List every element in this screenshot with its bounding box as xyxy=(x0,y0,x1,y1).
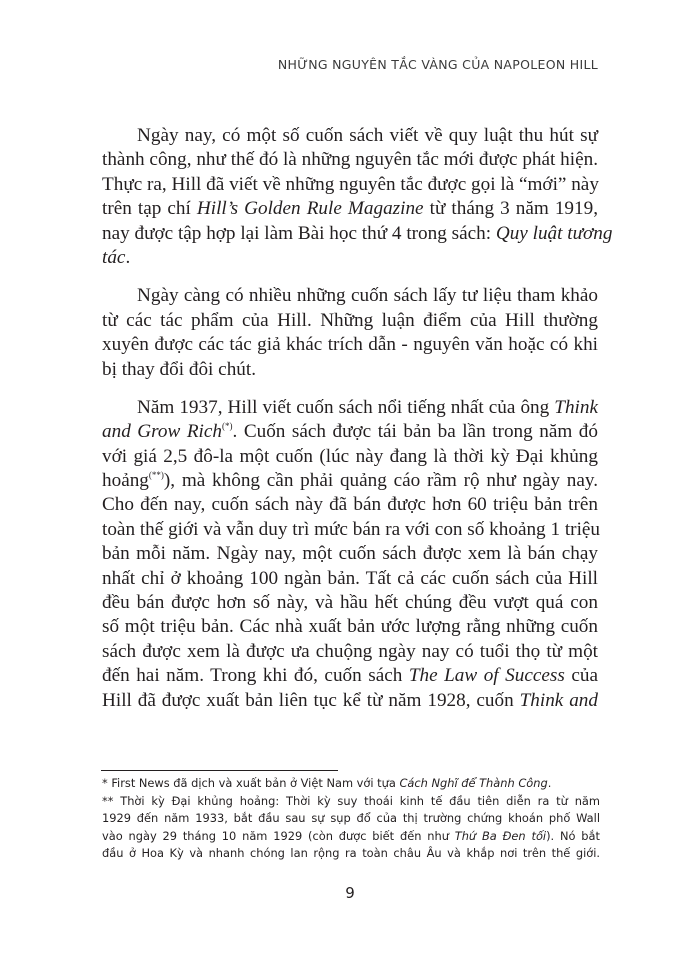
text-line xyxy=(102,222,613,246)
text-run: nay được tập hợp lại làm Bài học thứ 4 trong sách: xyxy=(102,222,496,244)
text-line: Thực ra, Hill đã viết về những nguyên tắc được gọi là “mới” này xyxy=(102,173,599,195)
paragraph-2 xyxy=(102,284,598,382)
text-line: bản mỗi năm. Ngày nay, một cuốn sách được xem là bán chạy xyxy=(102,543,598,565)
book-title: tác xyxy=(102,246,126,268)
text-run: của xyxy=(564,665,598,687)
text-line xyxy=(102,197,598,221)
text-run: đến hai năm. Trong khi đó, cuốn sách xyxy=(102,665,409,687)
text-run: Năm 1937, Hill viết cuốn sách nổi tiếng nhất của ông xyxy=(137,396,555,418)
text-run: từ tháng 3 năm 1919, xyxy=(423,198,598,220)
text-line xyxy=(102,689,598,713)
text-line xyxy=(102,469,598,493)
book-title: Quy luật tương xyxy=(495,222,613,244)
book-title: Cách Nghĩ để Thành Công xyxy=(399,776,548,790)
text-line: bị thay đổi đôi chút. xyxy=(102,358,257,380)
body-text xyxy=(102,124,613,727)
book-title: and Grow Rich xyxy=(102,421,222,443)
footnote-2-line xyxy=(102,828,600,846)
text-run: . xyxy=(125,246,131,268)
book-title: Think xyxy=(554,396,598,418)
book-title: Think and xyxy=(519,689,598,711)
text-line: Cho đến nay, cuốn sách này đã bán được hơn 60 triệu bản trên xyxy=(102,494,598,516)
text-line: toàn thế giới và vẫn duy trì mức bán ra với con số khoảng 1 triệu xyxy=(102,518,601,540)
magazine-title: Hill’s Golden Rule Magazine xyxy=(196,198,424,220)
text-run: vào ngày 29 tháng 10 năm 1929 (còn được biết đến như xyxy=(102,828,455,843)
text-line: sách được xem là được ưa chuộng ngày nay có tuổi thọ từ một xyxy=(102,640,598,662)
text-run: . xyxy=(547,776,552,790)
book-title: The Law of Success xyxy=(408,665,565,687)
running-header: NHỮNG NGUYÊN TẮC VÀNG CỦA NAPOLEON HILL xyxy=(277,57,598,72)
text-line: nhất chỉ ở khoảng 100 ngàn bản. Tất cả các cuốn sách của Hill xyxy=(102,567,598,589)
text-line: từ các tác phẩm của Hill. Những luận điểm của Hill thường xyxy=(102,309,598,331)
footnote-marker[interactable]: (*) xyxy=(222,421,233,432)
text-run: ). Nó bắt xyxy=(546,828,600,843)
text-run: ), mà không cần phải quảng cáo rầm rộ như ngày nay. xyxy=(163,470,598,492)
text-line: với giá 2,5 đô-la một cuốn (lúc này đang là thời kỳ Đại khủng xyxy=(102,445,598,467)
text-run: trên tạp chí xyxy=(102,198,197,220)
footnote-2-line: 1929 đến năm 1933, bắt đầu sau sự sụp đổ của thị trường chứng khoán phố Wall xyxy=(102,811,600,826)
text-line xyxy=(102,396,598,420)
event-name: Thứ Ba Đen tối xyxy=(454,828,547,843)
text-line: xuyên được các tác giả khác trích dẫn - nguyên văn hoặc có khi xyxy=(102,334,598,356)
text-line: Ngày càng có nhiều những cuốn sách lấy tư liệu tham khảo xyxy=(137,285,598,307)
footnote-divider xyxy=(101,770,338,771)
text-line: đều bán được hơn số này, và hầu hết chúng đều vượt quá con xyxy=(102,592,598,614)
text-run: . Cuốn sách được tái bản ba lần trong năm đó xyxy=(232,421,598,443)
footnote-1 xyxy=(102,775,600,793)
footnote-2-line: đầu ở Hoa Kỳ và nhanh chóng lan rộng ra toàn châu Âu và khắp nơi trên thế giới. xyxy=(102,846,600,861)
footnote-marker[interactable]: (**) xyxy=(148,470,164,481)
paragraph-3 xyxy=(102,396,601,713)
text-line: số một triệu bản. Các nhà xuất bản ước lượng rằng những cuốn xyxy=(102,616,598,638)
text-run: * First News đã dịch và xuất bản ở Việt Nam với tựa xyxy=(102,776,400,790)
text-line: thành công, như thế đó là những nguyên tắc mới được phát hiện. xyxy=(102,149,598,171)
text-line xyxy=(102,246,598,270)
paragraph-1 xyxy=(102,124,613,270)
text-line: Ngày nay, có một số cuốn sách viết về quy luật thu hút sự xyxy=(137,125,598,146)
footnote-2-line: ** Thời kỳ Đại khủng hoảng: Thời kỳ suy thoái kinh tế đầu tiên diễn ra từ năm xyxy=(102,793,600,808)
page-number: 9 xyxy=(345,884,355,902)
footnotes xyxy=(102,775,600,863)
text-line xyxy=(102,420,598,444)
text-run: hoảng xyxy=(102,470,149,492)
text-line xyxy=(102,664,598,688)
text-run: Hill đã được xuất bản liên tục kể từ năm 1928, cuốn xyxy=(102,689,520,711)
